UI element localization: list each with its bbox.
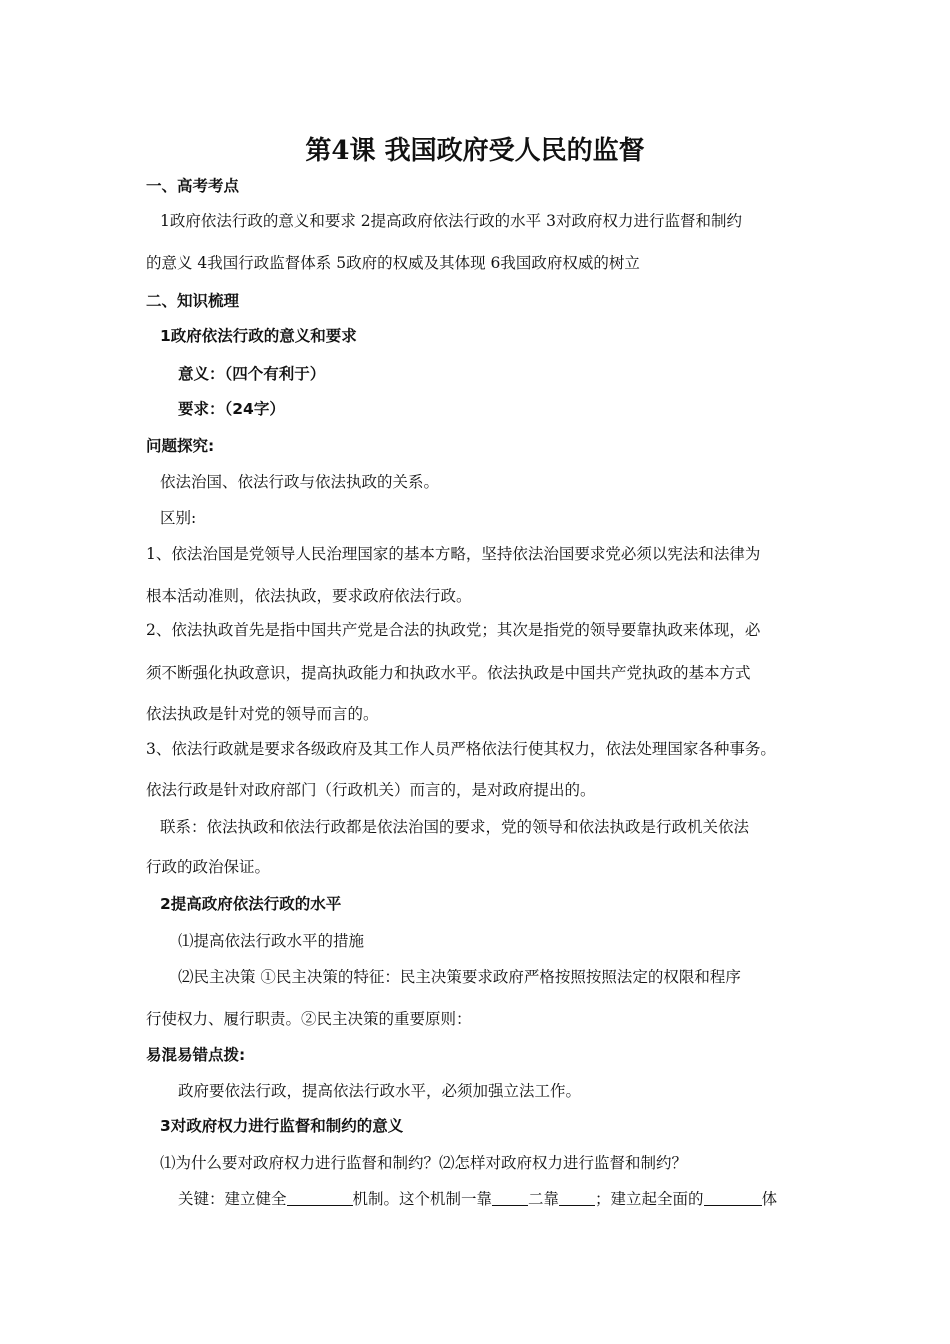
paragraph-2-line-2: 须不断强化执政意识，提高执政能力和执政水平。依法执政是中国共产党执政的基本方式 bbox=[146, 664, 751, 682]
topic-1-meaning: 意义：（四个有利于） bbox=[178, 365, 326, 383]
topic-3-heading: 3对政府权力进行监督和制约的意义 bbox=[160, 1117, 404, 1135]
mistake-heading: 易混易错点拨: bbox=[146, 1046, 246, 1064]
key-text-5: 体 bbox=[761, 1190, 778, 1208]
topic-2-democracy-line-2: 行使权力、履行职责。②民主决策的重要原则： bbox=[146, 1010, 472, 1028]
topic-3-key-line bbox=[178, 1189, 777, 1209]
page-title: 第4课 我国政府受人民的监督 bbox=[305, 136, 645, 166]
fill-blank-3[interactable] bbox=[559, 1189, 595, 1206]
topic-1-heading: 1政府依法行政的意义和要求 bbox=[160, 327, 357, 345]
paragraph-3-line-2: 依法行政是针对政府部门（行政机关）而言的，是对政府提出的。 bbox=[146, 781, 596, 799]
relation-line-1: 联系：依法执政和依法行政都是依法治国的要求，党的领导和依法执政是行政机关依法 bbox=[160, 818, 750, 836]
explore-heading: 问题探究: bbox=[146, 437, 215, 455]
exam-points-line-1: 1政府依法行政的意义和要求 2提高政府依法行政的水平 3对政府权力进行监督和制约 bbox=[160, 212, 742, 230]
section-2-heading: 二、知识梳理 bbox=[146, 292, 240, 310]
paragraph-1-line-1: 1、依法治国是党领导人民治理国家的基本方略，坚持依法治国要求党必须以宪法和法律为 bbox=[146, 545, 761, 563]
explore-difference: 区别: bbox=[160, 509, 197, 527]
topic-1-requirement: 要求：（24字） bbox=[178, 400, 285, 418]
section-1-heading: 一、高考考点 bbox=[146, 177, 240, 195]
key-text-1: 关键：建立健全 bbox=[178, 1190, 287, 1208]
topic-2-democracy-line-1: ⑵民主决策 ①民主决策的特征：民主决策要求政府严格按照按照法定的权限和程序 bbox=[178, 968, 741, 986]
topic-2-heading: 2提高政府依法行政的水平 bbox=[160, 895, 342, 913]
topic-2-measures: ⑴提高依法行政水平的措施 bbox=[178, 932, 365, 950]
fill-blank-4[interactable] bbox=[704, 1189, 762, 1206]
paragraph-1-line-2: 根本活动准则，依法执政，要求政府依法行政。 bbox=[146, 587, 472, 605]
mistake-text: 政府要依法行政，提高依法行政水平，必须加强立法工作。 bbox=[178, 1082, 582, 1100]
exam-points-line-2: 的意义 4我国行政监督体系 5政府的权威及其体现 6我国政府权威的树立 bbox=[146, 254, 640, 272]
explore-question: 依法治国、依法行政与依法执政的关系。 bbox=[160, 473, 440, 491]
fill-blank-1[interactable] bbox=[287, 1189, 353, 1206]
fill-blank-2[interactable] bbox=[492, 1189, 528, 1206]
relation-line-2: 行政的政治保证。 bbox=[146, 858, 271, 876]
key-text-3: 二靠 bbox=[528, 1190, 560, 1208]
paragraph-2-line-1: 2、依法执政首先是指中国共产党是合法的执政党；其次是指党的领导要靠执政来体现，必 bbox=[146, 621, 761, 639]
paragraph-2-line-3: 依法执政是针对党的领导而言的。 bbox=[146, 705, 379, 723]
key-text-4: ；建立起全面的 bbox=[595, 1190, 704, 1208]
topic-3-question: ⑴为什么要对政府权力进行监督和制约？⑵怎样对政府权力进行监督和制约？ bbox=[160, 1154, 688, 1172]
key-text-2: 机制。这个机制一靠 bbox=[352, 1190, 493, 1208]
paragraph-3-line-1: 3、依法行政就是要求各级政府及其工作人员严格依法行使其权力，依法处理国家各种事务。 bbox=[146, 740, 776, 758]
